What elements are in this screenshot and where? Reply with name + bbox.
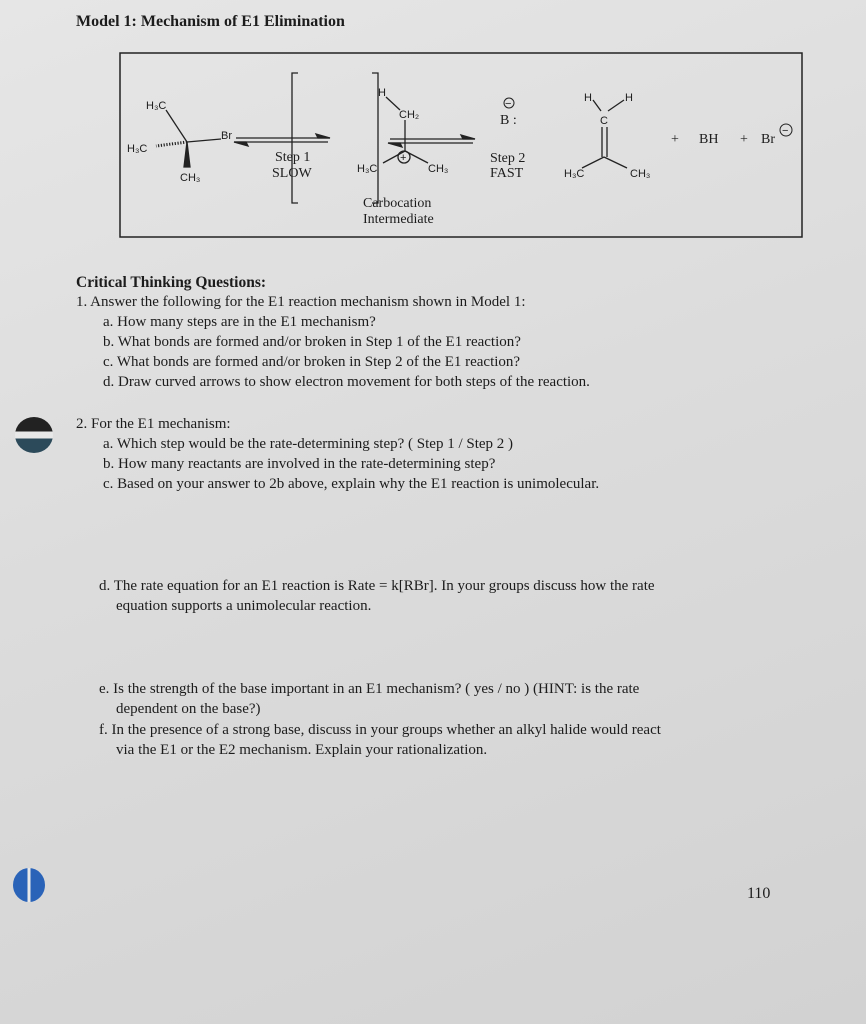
q2b: b. How many reactants are involved in the rate-determining step? [103,456,496,472]
product-h-right: H [625,92,633,104]
q2-text: 2. For the E1 mechanism: [76,416,231,432]
alkene-product [582,100,627,168]
base-charge: − [505,98,512,110]
model-title: Model 1: Mechanism of E1 Elimination [76,13,345,30]
q2e-line2: dependent on the base?) [116,701,261,717]
product-h-left: H [584,92,592,104]
reactant-br: Br [221,130,232,142]
reactant-h3c-top: H₃C [146,100,167,112]
q1a: a. How many steps are in the E1 mechanism? [103,314,376,330]
intermediate-ch2: CH₂ [399,109,420,121]
carbocation-charge: + [400,152,407,164]
reactant-molecule [156,110,221,167]
plus-2: + [740,132,748,147]
q2d-line1: d. The rate equation for an E1 reaction is Rate = k[RBr]. In your groups discuss how the rate [99,578,655,594]
step1-speed: SLOW [272,166,312,181]
q2e-line1: e. Is the strength of the base important in an E1 mechanism? ( yes / no ) (HINT: is the rate [99,681,640,697]
br-charge: − [782,125,789,137]
br-label: Br [761,132,775,147]
binder-hole-top [15,417,53,453]
product-h3c: H₃C [564,168,585,180]
plus-1: + [671,132,679,147]
page-number: 110 [747,885,771,902]
q2a: a. Which step would be the rate-determining step? ( Step 1 / Step 2 ) [103,436,514,452]
equilibrium-arrow-step1 [234,134,330,146]
q2f-line1: f. In the presence of a strong base, discuss in your groups whether an alkyl halide would react [99,722,661,738]
q1c: c. What bonds are formed and/or broken in Step 2 of the E1 reaction? [103,354,521,370]
bh-label: BH [699,132,719,147]
intermediate-h3c: H₃C [357,163,378,175]
intermediate-caption-1: Carbocation [363,196,432,211]
intermediate-h: H [378,87,386,99]
product-c: C [600,115,608,127]
step2-speed: FAST [490,166,524,181]
product-ch3: CH₃ [630,168,651,180]
questions-heading: Critical Thinking Questions: [76,274,267,291]
intermediate-caption-2: Intermediate [363,212,434,227]
q1-text: 1. Answer the following for the E1 reaction mechanism shown in Model 1: [76,294,526,310]
intermediate-ch3: CH₃ [428,163,449,175]
step1-label: Step 1 [275,150,311,165]
reactant-ch3: CH₃ [180,172,201,184]
base-label: B : [500,113,517,128]
q2d-line2: equation supports a unimolecular reaction. [116,598,372,614]
reactant-h3c-left: H₃C [127,143,148,155]
binder-hole-bottom [13,868,45,902]
q1b: b. What bonds are formed and/or broken in Step 1 of the E1 reaction? [103,334,521,350]
q1d: d. Draw curved arrows to show electron movement for both steps of the reaction. [103,374,590,390]
equilibrium-arrow-step2 [388,135,475,147]
step2-label: Step 2 [490,151,526,166]
q2f-line2: via the E1 or the E2 mechanism. Explain your rationalization. [116,742,488,758]
q2c: c. Based on your answer to 2b above, explain why the E1 reaction is unimolecular. [103,476,600,492]
